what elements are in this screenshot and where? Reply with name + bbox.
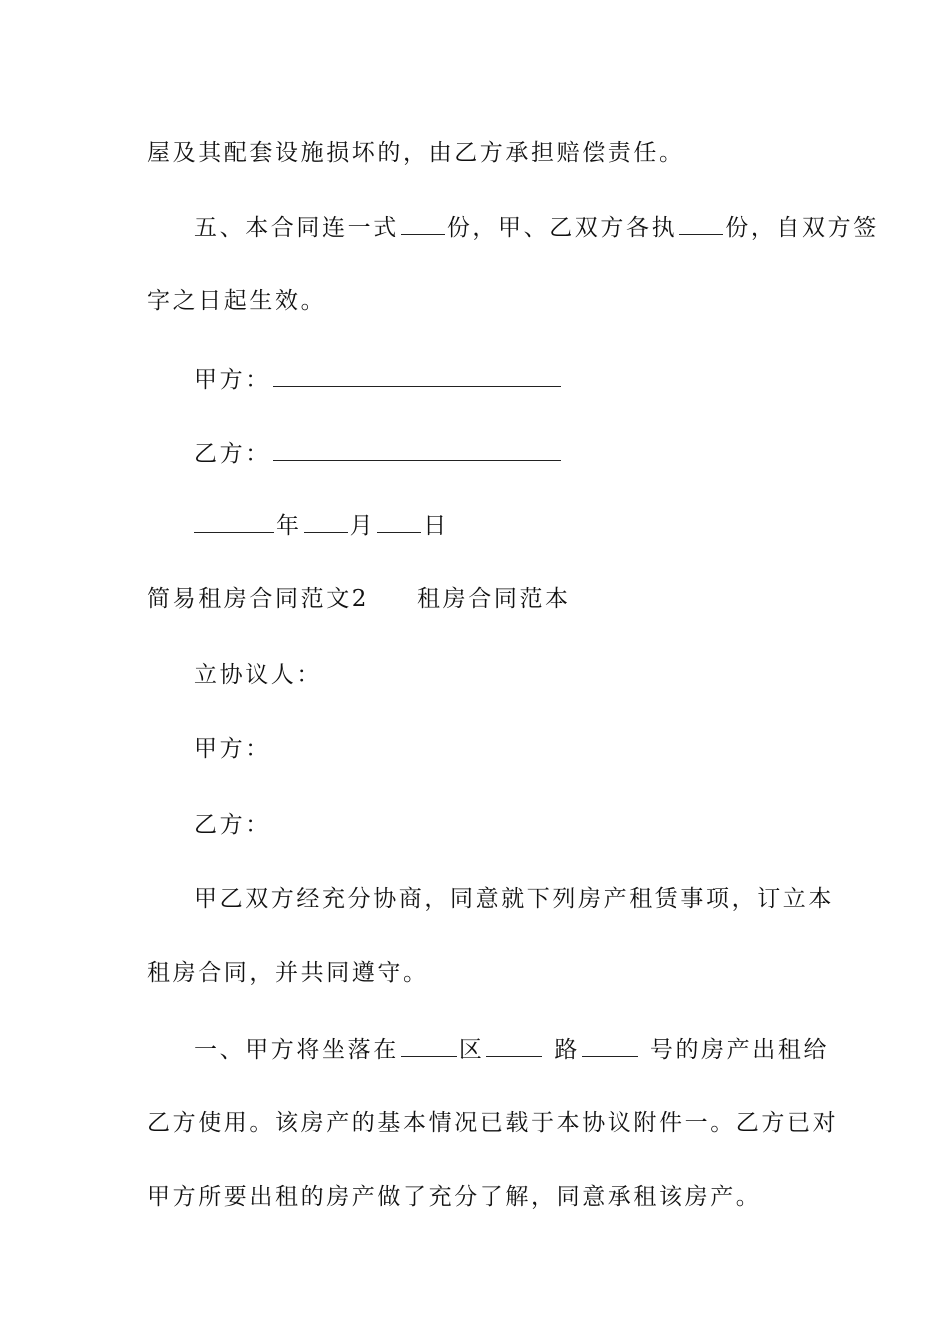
text-negotiation-1: 甲乙双方经充分协商，同意就下列房产租赁事项，订立本	[194, 886, 834, 912]
signature-line-party-a	[273, 362, 561, 387]
paragraph-damage-liability	[147, 138, 685, 168]
paragraph-effective	[147, 286, 326, 316]
heading-left: 简易租房合同范文2	[147, 586, 370, 612]
text-damage-liability: 屋及其配套设施损坏的，由乙方承担赔偿责任。	[147, 140, 685, 166]
clause-one	[194, 1034, 829, 1065]
blank-copies-each	[679, 212, 723, 235]
text-negotiation-2: 租房合同，并共同遵守。	[147, 960, 429, 986]
heading-right: 租房合同范本	[417, 586, 571, 612]
text-clause1-a: 一、甲方将坐落在	[194, 1037, 399, 1063]
blank-road	[486, 1034, 542, 1057]
blank-year	[194, 510, 274, 533]
paragraph-copies	[194, 212, 879, 243]
text-copies-c: 份，自双方签	[725, 215, 879, 241]
paragraph-negotiation-cont	[147, 958, 429, 988]
signature-date	[194, 510, 449, 541]
blank-copies-total	[401, 212, 445, 235]
party-b-line	[194, 810, 271, 840]
text-effective: 字之日起生效。	[147, 288, 327, 314]
text-clause1-line3: 甲方所要出租的房产做了充分了解，同意承租该房产。	[147, 1184, 762, 1210]
label-party-b-2: 乙方：	[194, 812, 271, 838]
blank-month	[304, 510, 348, 533]
text-clause1-d: 号的房产出租给	[639, 1037, 830, 1063]
text-copies-b: 份，甲、乙双方各执	[446, 215, 678, 241]
label-month: 月	[349, 513, 376, 539]
clause-one-line3	[147, 1182, 761, 1212]
blank-day	[377, 510, 421, 533]
text-copies-a: 五、本合同连一式	[194, 215, 399, 241]
text-clause1-b: 区	[458, 1037, 485, 1063]
clause-one-line2	[147, 1108, 838, 1138]
section-heading	[147, 584, 571, 614]
text-clause1-line2: 乙方使用。该房产的基本情况已载于本协议附件一。乙方已对	[147, 1110, 839, 1136]
text-clause1-c: 路	[544, 1037, 580, 1063]
label-day: 日	[423, 513, 449, 539]
blank-number	[582, 1034, 638, 1057]
label-year: 年	[276, 513, 302, 539]
party-a-line	[194, 734, 271, 764]
label-party-b: 乙方：	[194, 441, 271, 467]
label-party-a: 甲方：	[194, 367, 271, 393]
signature-party-b	[194, 436, 561, 469]
signature-party-a	[194, 362, 561, 395]
agreement-parties	[194, 660, 322, 690]
paragraph-negotiation	[194, 884, 834, 914]
text-agreement-parties: 立协议人：	[194, 662, 322, 688]
signature-line-party-b	[273, 436, 561, 461]
blank-district	[401, 1034, 457, 1057]
label-party-a-2: 甲方：	[194, 736, 271, 762]
